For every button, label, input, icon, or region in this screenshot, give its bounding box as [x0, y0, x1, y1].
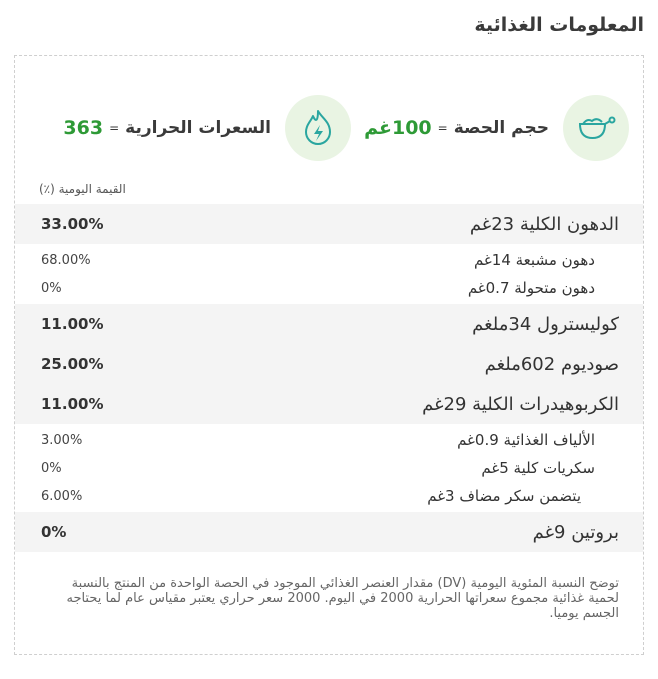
nutrient-label: دهون مشبعة 14غم	[473, 251, 595, 269]
calories-value: 363	[63, 117, 104, 139]
serving-label: حجم الحصة	[453, 118, 549, 138]
nutrient-row-added-sugar	[15, 482, 643, 510]
calories-equals: =	[109, 121, 120, 135]
page-title: المعلومات الغذائية	[474, 14, 644, 36]
nutrient-label: الألياف الغذائية 0.9غم	[457, 431, 595, 449]
nutrient-row-total-sugars	[15, 454, 643, 482]
nutrient-label: بروتين 9غم	[532, 521, 619, 543]
daily-value-caption: القيمة اليومية (٪)	[39, 182, 126, 196]
nutrient-percent: 0%	[41, 523, 67, 541]
nutrient-row-saturated-fat	[15, 246, 643, 274]
nutrient-label: سكريات كلية 5غم	[481, 459, 595, 477]
energy-icon	[285, 95, 351, 161]
nutrient-table	[15, 204, 643, 552]
nutrient-row-trans-fat	[15, 274, 643, 302]
nutrient-row-sodium	[15, 344, 643, 384]
nutrient-row-total-fat	[15, 204, 643, 244]
nutrient-percent: 3.00%	[41, 432, 83, 448]
nutrient-percent: 0%	[41, 280, 62, 296]
calories-label: السعرات الحرارية	[125, 118, 271, 138]
nutrient-percent: 11.00%	[41, 395, 104, 413]
calories	[63, 94, 351, 162]
nutrient-label: دهون متحولة 0.7غم	[467, 279, 595, 297]
carb-subgroup	[15, 424, 643, 512]
serving-equals: =	[437, 121, 448, 135]
nutrient-percent: 0%	[41, 460, 62, 476]
bowl-icon	[563, 95, 629, 161]
nutrient-percent: 33.00%	[41, 215, 104, 233]
fat-subgroup	[15, 244, 643, 304]
summary-bar	[15, 94, 643, 164]
nutrient-row-fiber	[15, 426, 643, 454]
serving-size	[364, 94, 629, 162]
nutrient-percent: 25.00%	[41, 355, 104, 373]
nutrient-percent: 11.00%	[41, 315, 104, 333]
nutrient-label: كوليسترول 34ملغم	[472, 313, 619, 335]
nutrient-label: الدهون الكلية 23غم	[469, 213, 619, 235]
nutrient-label: يتضمن سكر مضاف 3غم	[427, 487, 581, 505]
nutrient-percent: 68.00%	[41, 252, 91, 268]
nutrient-row-carbohydrates	[15, 384, 643, 424]
footnote: توضح النسبة المئوية اليومية (DV) مقدار العنصر الغذائي الموجود في الحصة الواحدة من المنتج بالنسبة لحمية غذائية مجموع سعراتها الحرارية 2000 في اليوم. 2000 سعر حراري يعتبر مقياس عام لما يحتاجه الجسم يوميا.	[66, 576, 619, 621]
nutrient-label: الكربوهيدرات الكلية 29غم	[422, 393, 619, 415]
nutrient-label: صوديوم 602ملغم	[484, 353, 619, 375]
serving-value: 100غم	[364, 117, 432, 139]
nutrition-card	[14, 55, 644, 655]
nutrient-row-cholesterol	[15, 304, 643, 344]
nutrient-percent: 6.00%	[41, 488, 83, 504]
nutrient-row-protein	[15, 512, 643, 552]
